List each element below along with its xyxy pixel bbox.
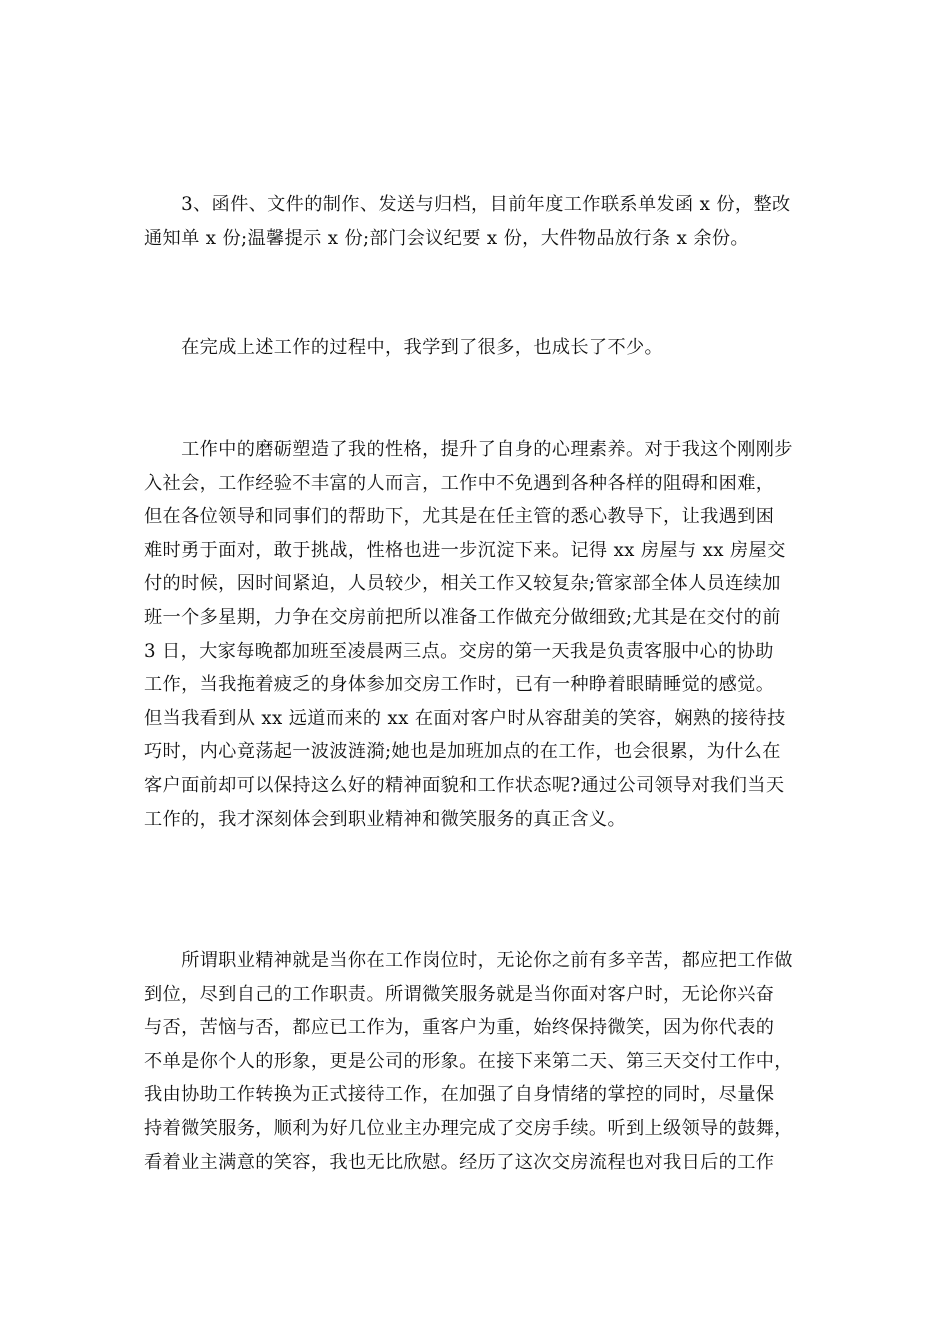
text-line: 持着微笑服务，顺利为好几位业主办理完成了交房手续。听到上级领导的鼓舞， <box>144 1117 793 1139</box>
text-line: 难时勇于面对，敢于挑战，性格也进一步沉淀下来。记得 xx 房屋与 xx 房屋交 <box>144 539 786 561</box>
text-line: 客户面前却可以保持这么好的精神面貌和工作状态呢?通过公司领导对我们当天 <box>144 774 785 796</box>
text-line: 但当我看到从 xx 远道而来的 xx 在面对客户时从容甜美的笑容，娴熟的接待技 <box>144 707 786 729</box>
text-line: 不单是你个人的形象，更是公司的形象。在接下来第二天、第三天交付工作中， <box>144 1050 793 1072</box>
paragraph-document-handling <box>144 188 816 255</box>
text-line: 到位，尽到自己的工作职责。所谓微笑服务就是当你面对客户时，无论你兴奋 <box>144 983 775 1005</box>
text-line: 巧时，内心竟荡起一波波涟漪;她也是加班加点的在工作，也会很累，为什么在 <box>144 741 781 763</box>
text-line: 工作的，我才深刻体会到职业精神和微笑服务的真正含义。 <box>144 808 626 830</box>
text-line: 但在各位领导和同事们的帮助下，尤其是在任主管的悉心教导下，让我遇到困 <box>144 506 775 528</box>
text-line: 所谓职业精神就是当你在工作岗位时，无论你之前有多辛苦，都应把工作做 <box>144 950 793 971</box>
text-line: 3、函件、文件的制作、发送与归档，目前年度工作联系单发函 x 份，整改 <box>144 194 791 215</box>
text-line: 入社会，工作经验不丰富的人而言，工作中不免遇到各种各样的阻碍和困难， <box>144 472 775 494</box>
paragraph-summary <box>144 331 816 365</box>
text-line: 付的时候，因时间紧迫，人员较少，相关工作又较复杂;管家部全体人员连续加 <box>144 573 781 595</box>
text-line: 与否，苦恼与否，都应已工作为，重客户为重，始终保持微笑，因为你代表的 <box>144 1017 775 1039</box>
text-line: 3 日，大家每晚都加班至凌晨两三点。交房的第一天我是负责客服中心的协助 <box>144 640 774 662</box>
text-line: 我由协助工作转换为正式接待工作，在加强了自身情绪的掌控的同时，尽量保 <box>144 1084 775 1106</box>
text-line: 通知单 x 份;温馨提示 x 份;部门会议纪要 x 份，大件物品放行条 x 余份。 <box>144 227 749 249</box>
paragraph-work-experience <box>144 433 816 836</box>
text-line: 在完成上述工作的过程中，我学到了很多，也成长了不少。 <box>144 337 664 358</box>
paragraph-professionalism <box>144 944 816 1179</box>
text-line: 班一个多星期，力争在交房前把所以准备工作做充分做细致;尤其是在交付的前 <box>144 606 781 628</box>
text-line: 工作中的磨砺塑造了我的性格，提升了自身的心理素养。对于我这个刚刚步 <box>144 439 793 460</box>
text-line: 工作，当我拖着疲乏的身体参加交房工作时，已有一种睁着眼睛睡觉的感觉。 <box>144 674 775 696</box>
text-line: 看着业主满意的笑容，我也无比欣慰。经历了这次交房流程也对我日后的工作 <box>144 1151 775 1173</box>
